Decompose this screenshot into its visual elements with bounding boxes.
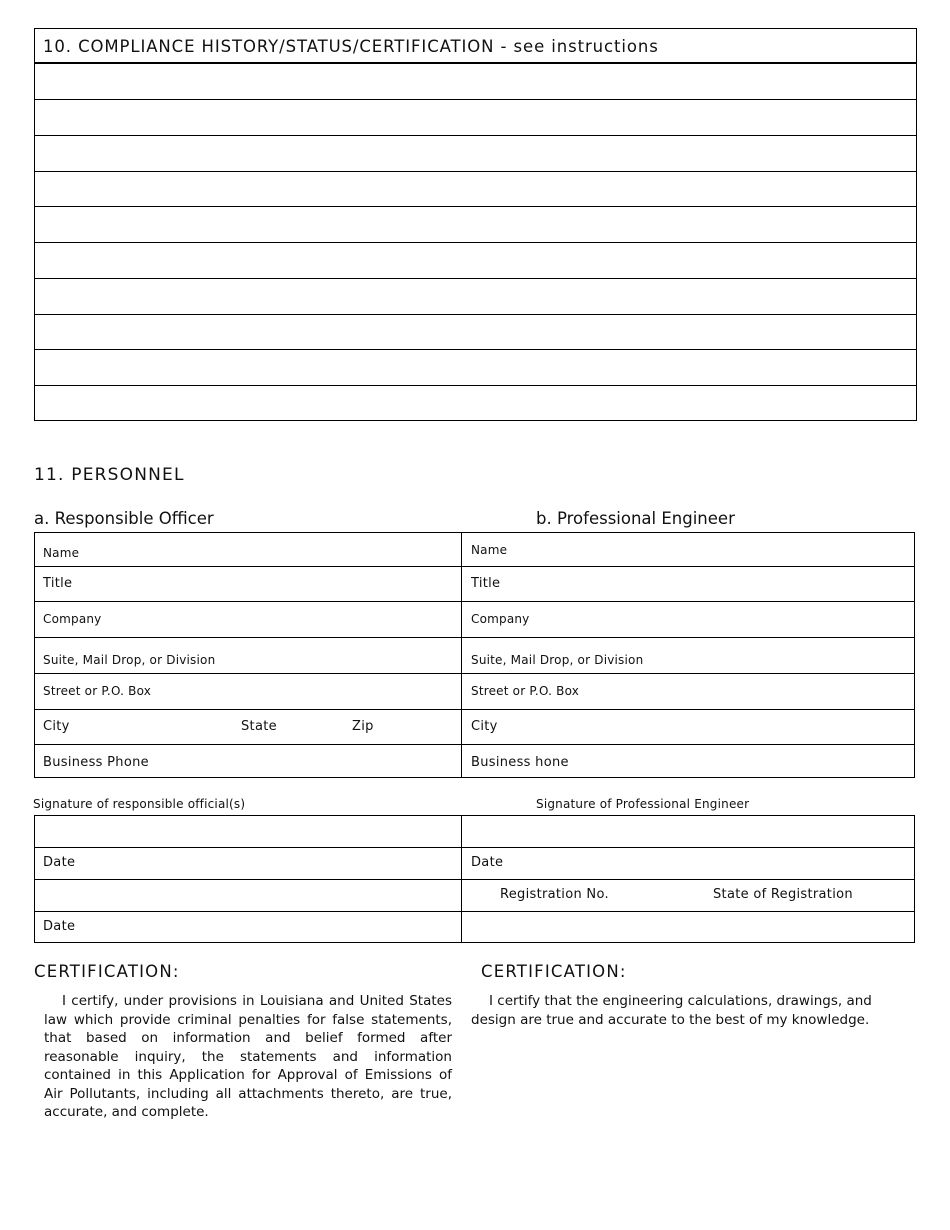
compliance-history-title: 10. COMPLIANCE HISTORY/STATUS/CERTIFICATION - see instructions bbox=[43, 37, 659, 56]
certification-statement-engineer bbox=[471, 992, 907, 1029]
certification-heading-right: CERTIFICATION: bbox=[481, 962, 627, 981]
certification-text-engineer: I certify that the engineering calculations, drawings, and design are true and accurate to the best of my knowledge. bbox=[471, 993, 872, 1028]
officer-phone-field[interactable]: Business Phone bbox=[43, 755, 149, 770]
registration-number-field[interactable]: Registration No. bbox=[500, 887, 609, 902]
signature-row-divider bbox=[34, 847, 915, 848]
certification-heading-left: CERTIFICATION: bbox=[34, 962, 180, 981]
engineer-signature-label: Signature of Professional Engineer bbox=[536, 797, 750, 811]
compliance-entry-line[interactable] bbox=[34, 242, 917, 243]
personnel-row-divider bbox=[34, 744, 915, 745]
signature-row-divider bbox=[34, 911, 915, 912]
engineer-title-field[interactable]: Title bbox=[471, 576, 501, 591]
officer-company-field[interactable]: Company bbox=[43, 612, 102, 626]
engineer-signature-field[interactable] bbox=[463, 817, 913, 845]
engineer-suite-field[interactable]: Suite, Mail Drop, or Division bbox=[471, 653, 644, 667]
engineer-name-field[interactable]: Name bbox=[471, 543, 508, 557]
registration-state-field[interactable]: State of Registration bbox=[713, 887, 853, 902]
officer-signature-field[interactable] bbox=[36, 817, 459, 845]
officer-street-field[interactable]: Street or P.O. Box bbox=[43, 684, 152, 698]
officer-state-field[interactable]: State bbox=[241, 719, 277, 734]
compliance-header-divider bbox=[34, 62, 917, 64]
compliance-entry-line[interactable] bbox=[34, 278, 917, 279]
compliance-entry-line[interactable] bbox=[34, 99, 917, 100]
compliance-entry-line[interactable] bbox=[34, 385, 917, 386]
personnel-row-divider bbox=[34, 673, 915, 674]
officer-second-signature-field[interactable] bbox=[36, 881, 459, 909]
officer-title-field[interactable]: Title bbox=[43, 576, 73, 591]
engineer-city-field[interactable]: City bbox=[471, 719, 498, 734]
compliance-entry-line[interactable] bbox=[34, 314, 917, 315]
engineer-date-field[interactable]: Date bbox=[471, 855, 504, 870]
officer-name-field[interactable]: Name bbox=[43, 546, 80, 560]
officer-date-field[interactable]: Date bbox=[43, 855, 76, 870]
compliance-history-table bbox=[34, 28, 917, 421]
personnel-row-divider bbox=[34, 566, 915, 567]
officer-signature-label: Signature of responsible official(s) bbox=[33, 797, 246, 811]
professional-engineer-heading: b. Professional Engineer bbox=[536, 509, 735, 528]
personnel-column-divider bbox=[461, 532, 462, 778]
certification-statement-officer bbox=[44, 992, 452, 1122]
personnel-row-divider bbox=[34, 601, 915, 602]
certification-text-officer: I certify, under provisions in Louisiana and United States law which provide criminal penalties for false statements, that based on information and belief formed after reasonable inquiry, the statements and information contained in this Application for Approval of Emissions of Air Pollutants, including all attachments thereto, are true, accurate, and complete. bbox=[44, 993, 452, 1120]
personnel-title: 11. PERSONNEL bbox=[34, 465, 185, 485]
engineer-phone-field[interactable]: Business hone bbox=[471, 755, 569, 770]
compliance-entry-line[interactable] bbox=[34, 206, 917, 207]
engineer-street-field[interactable]: Street or P.O. Box bbox=[471, 684, 580, 698]
compliance-entry-line[interactable] bbox=[34, 349, 917, 350]
signature-row-divider bbox=[34, 879, 915, 880]
officer-suite-field[interactable]: Suite, Mail Drop, or Division bbox=[43, 653, 216, 667]
responsible-officer-heading: a. Responsible Officer bbox=[34, 509, 214, 528]
personnel-row-divider bbox=[34, 709, 915, 710]
compliance-entry-line[interactable] bbox=[34, 171, 917, 172]
officer-second-date-field[interactable]: Date bbox=[43, 919, 76, 934]
officer-zip-field[interactable]: Zip bbox=[352, 719, 374, 734]
compliance-entry-line[interactable] bbox=[34, 135, 917, 136]
personnel-row-divider bbox=[34, 637, 915, 638]
engineer-company-field[interactable]: Company bbox=[471, 612, 530, 626]
officer-city-field[interactable]: City bbox=[43, 719, 70, 734]
